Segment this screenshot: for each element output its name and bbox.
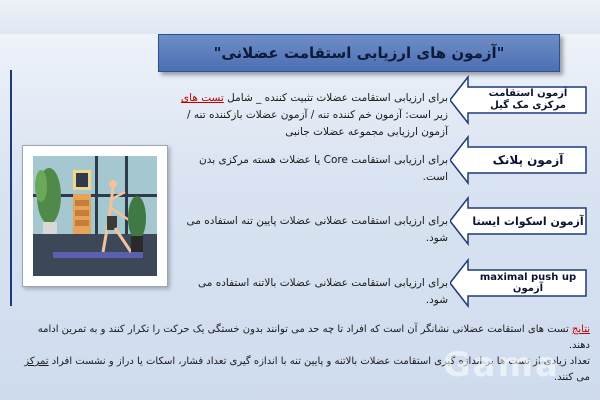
results-highlight: نتایج <box>571 324 590 335</box>
left-divider-line <box>10 70 12 306</box>
test-2-description: برای ارزیابی استقامت Core یا عضلات هسته مرکزی بدن است. <box>199 154 448 183</box>
test-4-description: برای ارزیابی استقامت عضلانی عضلات بالاتنه استفاده می شود. <box>197 277 448 306</box>
test-1-desc-post: زیر است: آزمون خم کننده تنه / آزمون عضلات بازکننده تنه / آزمون ارزیابی مجموعه عضلات جانبی <box>187 109 448 138</box>
test-1-label: آزمون استقامت مرکزی مک گیل <box>488 88 568 111</box>
test-1-desc-highlight: تست های <box>180 92 224 104</box>
results-line-2-underline: تمرکز <box>24 356 49 367</box>
test-3-description: برای ارزیابی استقامت عضلانی عضلات پایین تنه استفاده می شود. <box>186 215 448 244</box>
test-4-arrow <box>450 258 590 308</box>
yoga-illustration-frame <box>22 145 168 287</box>
test-2-label: آزمون پلانک <box>492 153 564 167</box>
test-4-label: maximal push up آزمون <box>479 272 577 294</box>
results-line-1-text: تست های استقامت عضلانی نشانگر آن است که افراد تا چه حد می توانند بدون خستگی یک حرکت را تکرار کنند و به تمرین ادامه دهند. <box>37 324 590 351</box>
test-1-arrow <box>450 75 590 125</box>
top-strip <box>0 0 600 34</box>
test-1-desc-pre: برای ارزیابی استقامت عضلات تثبیت کننده _ شامل <box>223 92 448 104</box>
watermark-logo: Gama <box>442 345 560 385</box>
results-line-2-post: می کنند. <box>553 372 590 383</box>
test-2-arrow <box>450 135 590 185</box>
test-3-arrow <box>450 196 590 246</box>
title-banner <box>158 34 560 72</box>
results-line-2-pre: تعداد زیادی از تست ها بر اندازه گیری استقامت عضلات بالاتنه و پایین تنه با اندازه گیری تعداد فشار، اسکات یا دراز و نشست افراد <box>48 356 590 367</box>
test-3-label: آزمون اسکوات ایستا <box>472 214 584 228</box>
page-title: "آزمون های ارزیابی استقامت عضلانی" <box>213 44 505 62</box>
yoga-illustration <box>33 156 157 276</box>
test-1-description <box>180 90 448 141</box>
